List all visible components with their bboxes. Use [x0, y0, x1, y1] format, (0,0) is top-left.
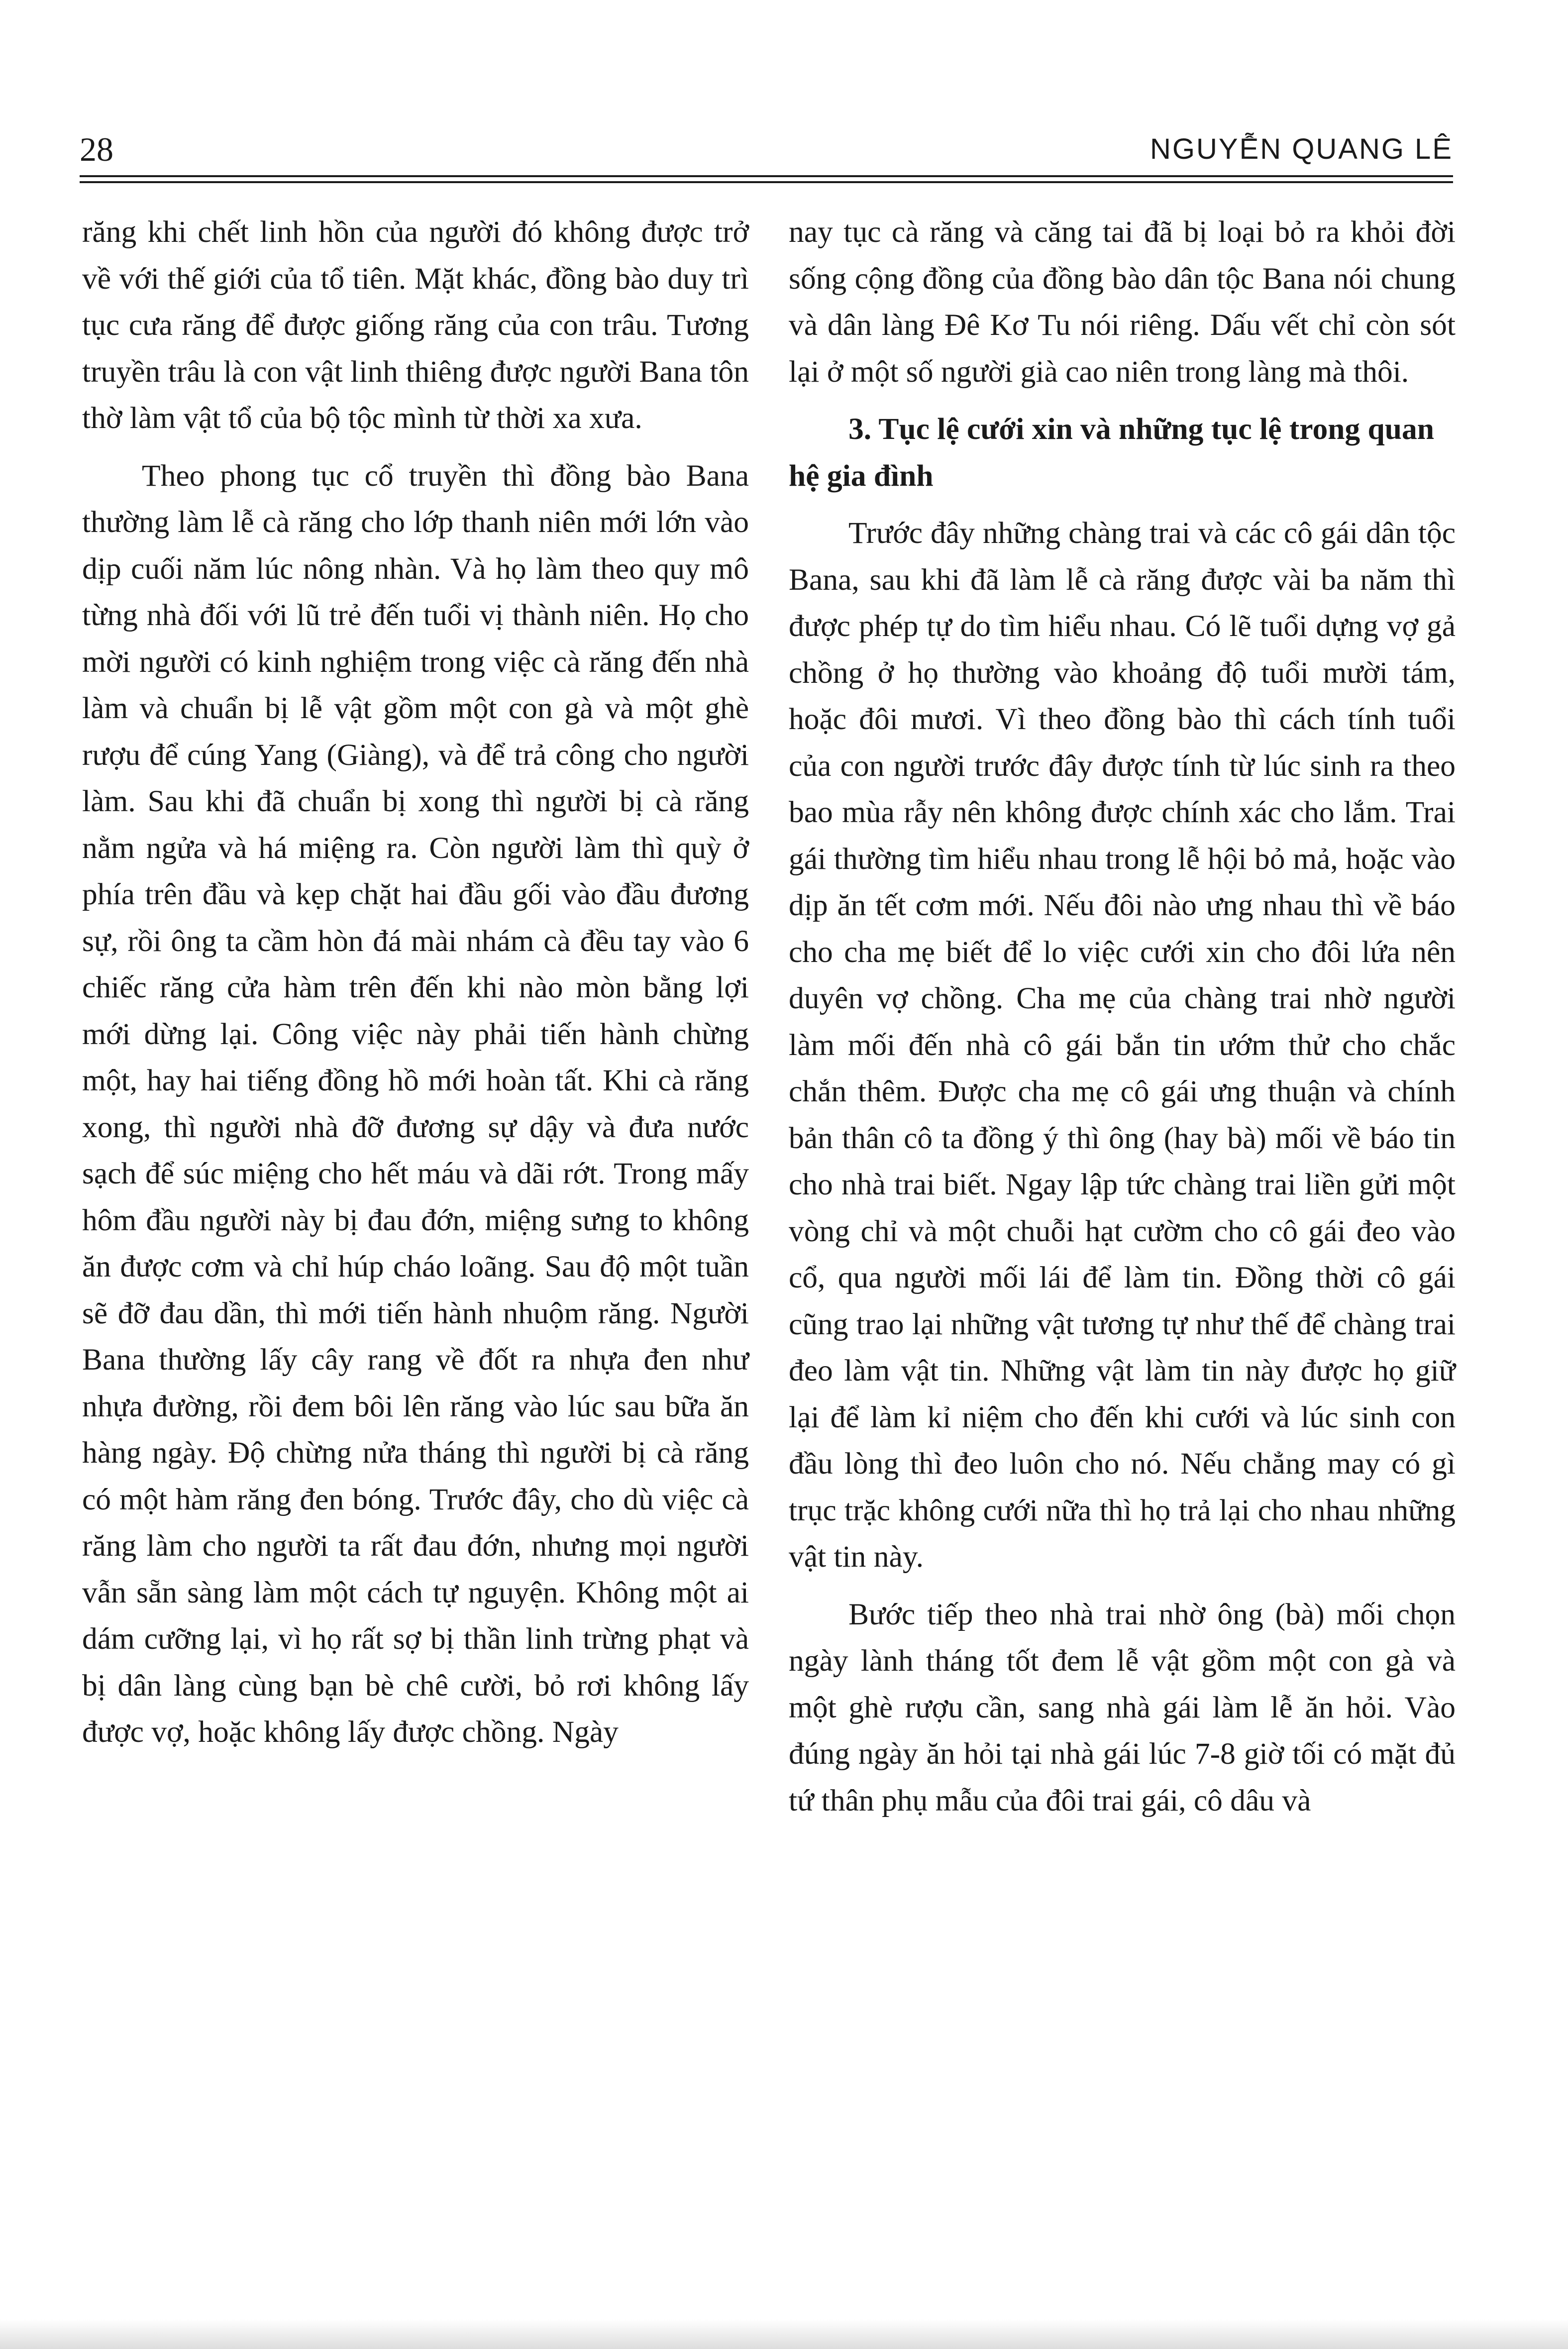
left-column: [82, 209, 749, 1767]
right-column: [789, 209, 1456, 1835]
page-number: 28: [80, 130, 113, 168]
page-header: [80, 127, 1453, 172]
paragraph: Bước tiếp theo nhà trai nhờ ông (bà) mối chọn ngày lành tháng tốt đem lễ vật gồm một con gà và một ghè rượu cần, sang nhà gái làm lễ ăn hỏi. Vào đúng ngày ăn hỏi tại nhà gái lúc 7-8 giờ tối có mặt đủ tứ thân phụ mẫu của đôi trai gái, cô dâu và: [789, 1597, 1456, 1817]
paragraph: Theo phong tục cổ truyền thì đồng bào Bana thường làm lễ cà răng cho lớp thanh niên mới lớn vào dịp cuối năm lúc nông nhàn. Và họ làm theo quy mô từng nhà đối với lũ trẻ đến tuổi vị thành niên. Họ cho mời người có kinh nghiệm trong việc cà răng đến nhà làm và chuẩn bị lễ vật gồm một con gà và một ghè rượu để cúng Yang (Giàng), và để trả công cho người làm. Sau khi đã chuẩn bị xong thì người bị cà răng nằm ngửa và há miệng ra. Còn người làm thì quỳ ở phía trên đầu và kẹp chặt hai đầu gối vào đầu đương sự, rồi ông ta cầm hòn đá mài nhám cà đều tay vào 6 chiếc răng cửa hàm trên đến khi nào mòn bằng lợi mới dừng lại. Công việc này phải tiến hành chừng một, hay hai tiếng đồng hồ mới hoàn tất. Khi cà răng xong, thì người nhà đỡ đương sự dậy và đưa nước sạch để súc miệng cho hết máu và dãi rớt. Trong mấy hôm đầu người này bị đau đớn, miệng sưng to không ăn được cơm và chỉ húp cháo loãng. Sau độ một tuần sẽ đỡ đau dần, thì mới tiến hành nhuộm răng. Người Bana thường lấy cây rang về đốt ra nhựa đen như nhựa đường, rồi đem bôi lên răng vào lúc sau bữa ăn hàng ngày. Độ chừng nửa tháng thì người bị cà răng có một hàm răng đen bóng. Trước đây, cho dù việc cà răng làm cho người ta rất đau đớn, nhưng mọi người vẫn sẵn sàng làm một cách tự nguyện. Không một ai dám cưỡng lại, vì họ rất sợ bị thần linh trừng phạt và bị dân làng cùng bạn bè chê cười, bỏ rơi không lấy được vợ, hoặc không lấy được chồng. Ngày: [82, 458, 749, 1749]
scan-edge-shadow: [0, 2319, 1568, 2349]
paragraph: nay tục cà răng và căng tai đã bị loại bỏ ra khỏi đời sống cộng đồng của đồng bào dân tộc Bana nói chung và dân làng Đê Kơ Tu nói riêng. Dấu vết chỉ còn sót lại ở một số người già cao niên trong làng mà thôi.: [789, 215, 1456, 389]
paragraph: răng khi chết linh hồn của người đó không được trở về với thế giới của tổ tiên. Mặt khác, đồng bào duy trì tục cưa răng để được giống răng của con trâu. Tương truyền trâu là con vật linh thiêng được người Bana tôn thờ làm vật tổ của bộ tộc mình từ thời xa xưa.: [82, 215, 749, 435]
running-head-author: NGUYỄN QUANG LÊ: [1150, 133, 1453, 165]
section-heading: 3. Tục lệ cưới xin và những tục lệ trong quan hệ gia đình: [789, 412, 1434, 493]
header-rule-bottom: [80, 181, 1453, 183]
paragraph: Trước đây những chàng trai và các cô gái dân tộc Bana, sau khi đã làm lễ cà răng được vài ba năm thì được phép tự do tìm hiểu nhau. Có lẽ tuổi dựng vợ gả chồng ở họ thường vào khoảng độ tuổi mười tám, hoặc đôi mươi. Vì theo đồng bào thì cách tính tuổi của con người trước đây được tính từ lúc sinh ra theo bao mùa rẫy nên không được chính xác cho lắm. Trai gái thường tìm hiểu nhau trong lễ hội bỏ mả, hoặc vào dịp ăn tết cơm mới. Nếu đôi nào ưng nhau thì về báo cho cha mẹ biết để lo việc cưới xin cho đôi lứa nên duyên vợ chồng. Cha mẹ của chàng trai nhờ người làm mối đến nhà cô gái bắn tin ướm thử cho chắc chắn thêm. Được cha mẹ cô gái ưng thuận và chính bản thân cô ta đồng ý thì ông (hay bà) mối về báo tin cho nhà trai biết. Ngay lập tức chàng trai liền gửi một vòng chỉ và một chuỗi hạt cườm cho cô gái đeo vào cổ, qua người mối lái để làm tin. Đồng thời cô gái cũng trao lại những vật tương tự như thế để chàng trai đeo làm vật tin. Những vật làm tin này được họ giữ lại để làm kỉ niệm cho đến khi cưới và lúc sinh con đầu lòng thì đeo luôn cho nó. Nếu chẳng may có gì trục trặc không cưới nữa thì họ trả lại cho nhau những vật tin này.: [789, 516, 1456, 1574]
header-rule-top: [80, 175, 1453, 177]
